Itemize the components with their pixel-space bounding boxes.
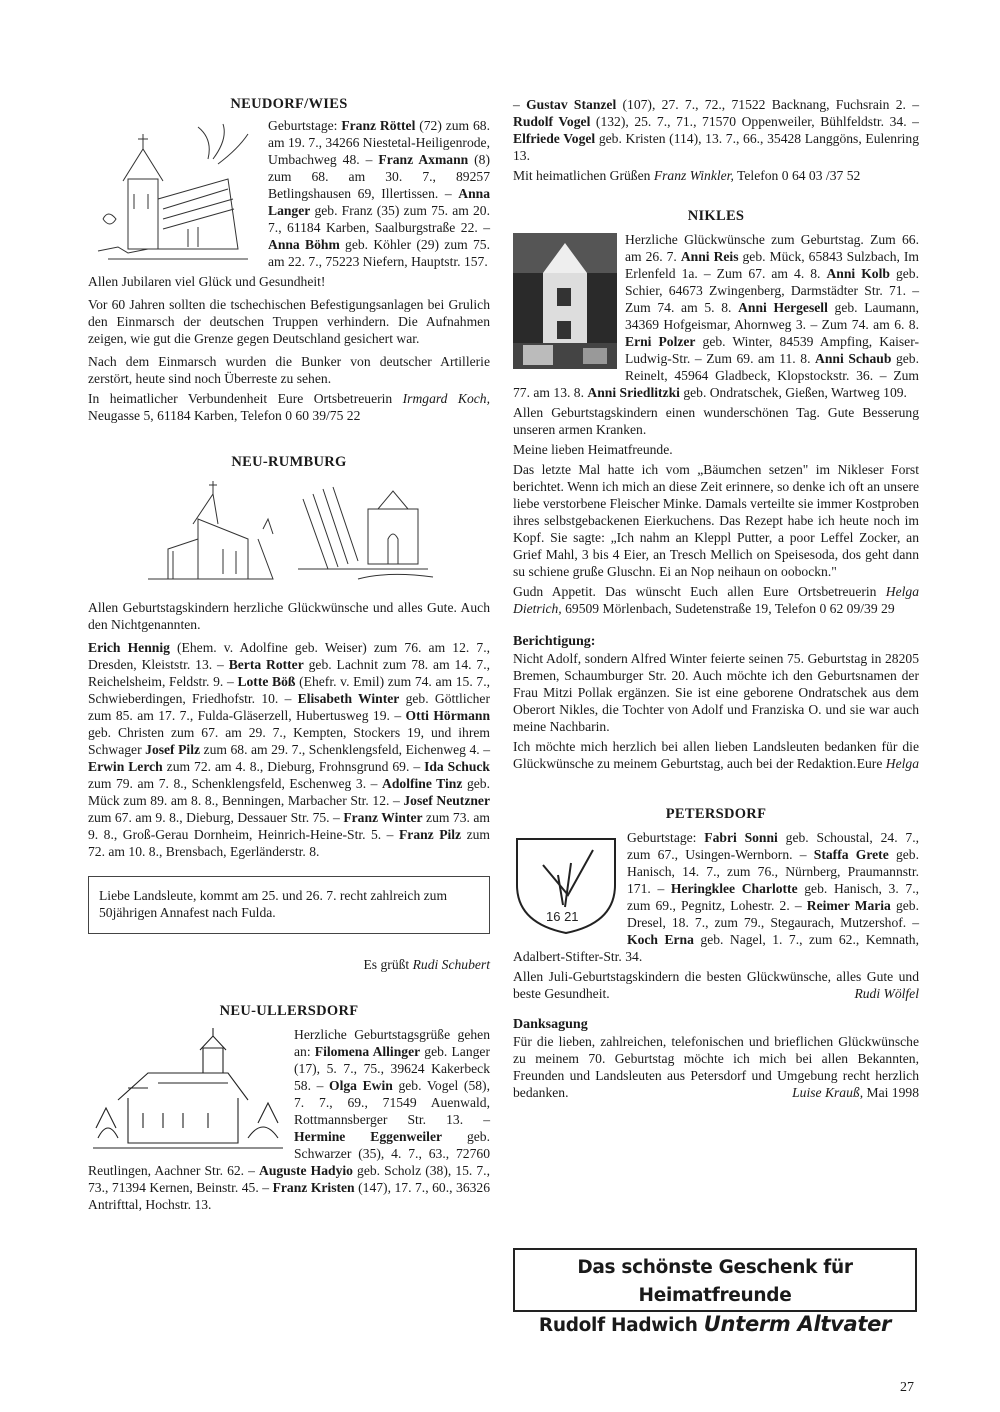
right-column [513,96,919,1104]
petersdorf-signature: Rudi Wölfel [854,986,919,1001]
church-sketch-icon [88,119,260,271]
neu-rumburg-wishes: Allen Geburtstagskindern herzliche Glückwünsche und alles Gute. Auch den Nichtgenannten. [88,600,490,632]
nikles-wishes: Allen Geburtstagskindern einen wunderschönen Tag. Gute Besserung unseren armen Kranken. [513,405,919,437]
church-sketch-icon [88,1028,286,1156]
danksagung-signature: Luise Krauß, Mai 1998 [792,1085,919,1100]
annafest-notice-box [88,876,490,934]
section-title-danksagung: Danksagung [513,1017,588,1032]
church-tower-photo-icon [513,233,617,369]
section-title-petersdorf: PETERSDORF [665,806,767,822]
section-title-neu-ullersdorf: NEU-ULLERSDORF [219,1003,359,1019]
petersdorf-birthdays: Geburtstage: Fabri Sonni geb. Schoustal, 24. 7., zum 67., Usingen-Wernborn. – Staffa Grete geb. Hanisch, 14. 7., zum 76., Nürnberg, Praumannstr. 171. – Heringklee Charlotte geb. Hanisch, 3. 7., zum 69., Pegnitz, Lohestr. 2. – Reimer Maria geb. Dresel, 18. 7., zum 79., Stegaurach, Mutzershof. – Koch Erna geb. Nagel, 1. 7., zum 62., Kemnath, Adalbert-Stifter-Str. 34. [513,830,920,964]
left-column [88,96,490,1216]
neu-rumburg-drawings [88,479,490,593]
nikles-story: Das letzte Mal hatte ich vom „Bäumchen setzen" im Nikleser Forst berichtet. Wenn ich mich an diese Zeit erinnere, so denke ich oft an unsere liebe verstorbene Fleischer Minke. Damals verteilte sie immer Kostproben ihres selbstgebackenen Eierkuchens. Das Rezept habe ich heute noch im Kopf. Sie sagte: „Ich nahm an Kleppl Putter, a poor Leffel Zocker, an Grief Mahl, 3 bis 4 Eier, an Tresch Mellich on Speisesoda, dos geht dann su schiene gruße Gluschn. Ei an Nop neihaun on oobockn." [513,462,919,579]
church-drawing-neudorf [88,119,260,271]
berichtigung-thanks: Ich möchte mich herzlich bei allen lieben Landsleuten bedanken für die Glückwünsche zu meinem Geburtstag, auch bei der Redaktion. [513,739,919,771]
neudorf-history-1: Vor 60 Jahren sollten die tschechischen Befestigungsanlagen bei Grulich den Einmarsch der deutschen Truppen verhindern. Die Aufnahmen zeigen, wie gut die Grenze gegen Deutschland gesichert war. [88,297,490,346]
book-advertisement [513,1248,917,1336]
neudorf-birthdays: Geburtstage: Franz Röttel (72) zum 68. am 19. 7., 34266 Niestetal-Heiligenrode, Umbachweg 48. – Franz Axmann (8) zum 68. am 30. 7., 89257 Betlingshausen 69, Illertissen. – Anna Langer geb. Franz (35) zum 75. am 20. 7., 61184 Karben, Saalburgstraße 22. – Anna Böhm geb. Köhler (29) zum 75. am 22. 7., 75223 Niefern, Hauptstr. 157. [268,118,491,269]
nikles-signature: Gudn Appetit. Das wünscht Euch allen Eure Ortsbetreuerin Helga Dietrich, 69509 Mörlenbach, Sudetenstraße 19, Telefon 0 62 09/39 29 [513,584,919,616]
petersdorf-wishes: Allen Juli-Geburtstagskindern die besten Glückwünsche, alles Gute und beste Gesundheit. [513,969,919,1001]
neu-rumburg-signature: Es grüßt Rudi Schubert [363,957,490,972]
ad-line-1: Das schönste Geschenk für Heimatfreunde [577,1257,853,1306]
nikles-birthdays: Herzliche Glückwünsche zum Geburtstag. Zum 66. am 26. 7. Anni Reis geb. Mück, 65843 Sulzbach, Im Erlenfeld 1a. – Zum 67. am 4. 8. Anni Kolb geb. Schier, 64673 Zwingenberg, Darmstädter Str. 71. – Zum 74. am 5. 8. Anni Hergesell geb. Laumann, 34369 Hofgeismar, Ahornweg 3. – Zum 74. am 6. 8. Erni Polzer geb. Winter, 84539 Ampfing, Kaiser-Ludwig-Str. – Zum 69. am 11. 8. Anni Schaub geb. Reinelt, 45964 Gladbeck, Klopstockstr. 36. – Zum 77. am 13. 8. Anni Sriedlitzki geb. Ondratschek, Gießen, Wartweg 109. [513,232,920,400]
nikles-greeting: Meine lieben Heimatfreunde. [513,442,673,457]
shield-icon [513,835,619,935]
section-title-berichtigung: Berichtigung: [513,634,596,649]
neudorf-signature: In heimatlicher Verbundenheit Eure Ortsbetreuerin Irmgard Koch, Neugasse 5, 61184 Karben, Telefon 0 60 39/75 22 [88,391,490,423]
church-sketch-icon [88,479,490,593]
church-photo-nikles [513,233,617,369]
petersdorf-coat-of-arms [513,835,619,935]
section-title-nikles: NIKLES [687,208,745,224]
berichtigung-text: Nicht Adolf, sondern Alfred Winter feierte seinen 75. Geburtstag in 28205 Bremen, Schaumburger Str. 20. Auch möchte ich den Geburtsnamen der Frau Mitzi Pollak ergänzen. Sie ist eine geborene Ondratschek aus dem Oberort Nikles, die Tochter von Adolf und Franziska O. und sie war auch meine Nachbarin. [513,651,919,734]
neu-ullersdorf-continued: – Gustav Stanzel (107), 27. 7., 72., 71522 Backnang, Fuchsrain 2. – Rudolf Vogel (132), 25. 7., 71., 71570 Oppenweiler, Bühlfeldstr. 34. – Elfriede Vogel geb. Kristen (114), 13. 7., 66., 35428 Langgöns, Eulenring 13. [513,97,919,163]
neu-rumburg-birthdays: Erich Hennig (Ehem. v. Adolfine geb. Weiser) zum 76. am 12. 7., Dresden, Kleiststr. 13. – Berta Rotter geb. Lachnit zum 78. am 14. 7., Reichelsheim, Feldstr. 9. – Lotte Böß (Ehefr. v. Emil) zum 74. am 15. 7., Schwieberdingen, Friedhofstr. 10. – Elisabeth Winter geb. Göttlicher zum 85. am 17. 7., Fulda-Gläserzell, Hubertusweg 19. – Otti Hörmann geb. Christen zum 67. am 29. 7., Kempten, Stockers 19, und ihrem Schwager Josef Pilz zum 68. am 29. 7., Schenklengsfeld, Eichenweg 4. – Erwin Lerch zum 72. am 4. 8., Dieburg, Frohnsgrund 69. – Ida Schuck zum 79. am 7. 8., Schenklengsfeld, Eschenweg 3. – Adolfine Tinz geb. Mück zum 89. am 8. 8., Benningen, Marbacher Str. 12. – Josef Neutzner zum 67. am 9. 8., Dieburg, Dessauer Str. 75. – Franz Winter zum 73. am 9. 8., Groß-Gerau Dornheim, Heinrich-Heine-Str. 5. – Franz Pilz zum 72. am 10. 8., Brensbach, Egerländerstr. 8. [88,640,491,859]
annafest-notice: Liebe Landsleute, kommt am 25. und 26. 7. recht zahlreich zum 50jährigen Annafest nach Fulda. [99,888,448,920]
danksagung-text: Für die lieben, zahlreichen, telefonischen und brieflichen Glückwünsche zu meinem 70. Geburtstag möchte ich mich bei allen Bekannten, Freunden und Landsleuten aus Petersdorf und Umgebung recht herzlich bedanken. [513,1034,919,1100]
neudorf-wishes: Allen Jubilaren viel Glück und Gesundheit! [88,274,326,289]
section-title-neudorf: NEUDORF/WIES [230,96,348,112]
neudorf-history-2: Nach dem Einmarsch wurden die Bunker von deutscher Artillerie zerstört, heute sind noch Überreste zu sehen. [88,354,490,386]
church-drawing-neu-ullersdorf [88,1028,286,1156]
neu-ullersdorf-signature: Mit heimatlichen Grüßen Franz Winkler, Telefon 0 64 03 /37 52 [513,168,861,183]
section-title-neu-rumburg: NEU-RUMBURG [231,454,347,470]
shield-year: 16 21 [546,909,579,924]
berichtigung-signature: Eure Helga [856,756,919,771]
page-number: 27 [900,1380,914,1395]
neu-ullersdorf-birthdays: Herzliche Geburtstagsgrüße gehen an: Filomena Allinger geb. Langer (17), 5. 7., 75., 39624 Kakerbeck 58. – Olga Ewin geb. Vogel (58), 7. 7., 69., 71549 Auenwald, Rottmannsberger Str. 13. – Hermine Eggenweiler geb. Schwarzer (35), 4. 7., 63., 72760 Reutlingen, Aachner Str. 62. – Auguste Hadyio geb. Scholz (38), 15. 7., 73., 71394 Kernen, Beinstr. 45. – Franz Kristen (147), 17. 7., 60., 36326 Antrifttal, Hochstr. 13. [88,1027,491,1212]
ad-line-2: Rudolf Hadwich Unterm Altvater [538,1312,892,1336]
